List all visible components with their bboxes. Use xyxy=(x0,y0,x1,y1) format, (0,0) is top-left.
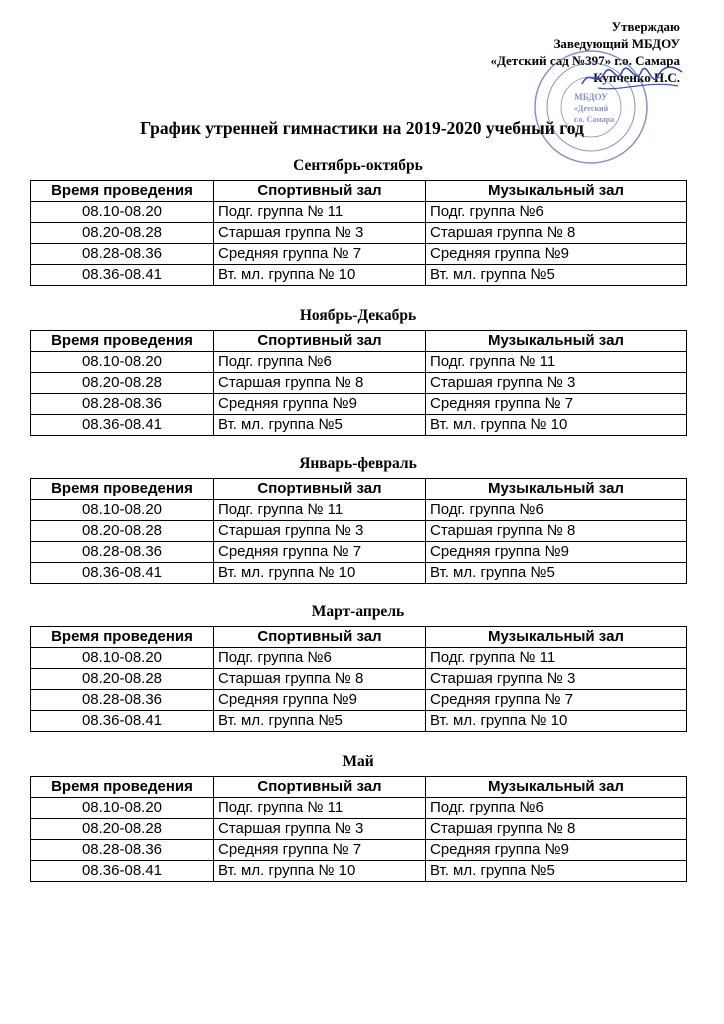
time-cell: 08.10-08.20 xyxy=(31,352,214,373)
sports-hall-cell: Средняя группа №9 xyxy=(214,394,426,415)
sports-hall-cell: Старшая группа № 3 xyxy=(214,521,426,542)
stamp-text-mid: «Детский xyxy=(573,104,609,113)
approval-line-3: «Детский сад №397» г.о. Самара xyxy=(490,53,680,68)
section-title: Январь-февраль xyxy=(299,455,417,472)
schedule-section xyxy=(30,598,686,732)
sports-hall-cell: Старшая группа № 3 xyxy=(214,819,426,840)
sports-hall-cell: Средняя группа № 7 xyxy=(214,244,426,265)
sports-hall-cell: Подг. группа №6 xyxy=(214,648,426,669)
music-hall-cell: Вт. мл. группа №5 xyxy=(426,563,687,584)
column-header: Спортивный зал xyxy=(214,627,426,648)
music-hall-cell: Средняя группа №9 xyxy=(426,244,687,265)
table-header-row xyxy=(31,331,687,352)
music-hall-cell: Средняя группа №9 xyxy=(426,542,687,563)
page-title: График утренней гимнастики на 2019-2020 учебный год xyxy=(140,118,584,138)
sports-hall-cell: Вт. мл. группа №5 xyxy=(214,415,426,436)
table-row xyxy=(31,798,687,819)
table-row xyxy=(31,265,687,286)
section-title: Сентябрь-октябрь xyxy=(293,157,423,174)
table-row xyxy=(31,711,687,732)
table-row xyxy=(31,415,687,436)
music-hall-cell: Вт. мл. группа № 10 xyxy=(426,415,687,436)
schedule-table xyxy=(30,330,687,436)
music-hall-cell: Подг. группа №6 xyxy=(426,798,687,819)
time-cell: 08.10-08.20 xyxy=(31,202,214,223)
schedule-section xyxy=(30,152,686,286)
sports-hall-cell: Подг. группа № 11 xyxy=(214,500,426,521)
table-row xyxy=(31,690,687,711)
time-cell: 08.36-08.41 xyxy=(31,711,214,732)
table-row xyxy=(31,669,687,690)
time-cell: 08.36-08.41 xyxy=(31,861,214,882)
column-header: Музыкальный зал xyxy=(426,627,687,648)
time-cell: 08.28-08.36 xyxy=(31,840,214,861)
column-header: Музыкальный зал xyxy=(426,777,687,798)
column-header: Время проведения xyxy=(31,627,214,648)
music-hall-cell: Вт. мл. группа № 10 xyxy=(426,711,687,732)
approval-block xyxy=(420,18,680,86)
section-title: Март-апрель xyxy=(311,603,405,620)
column-header: Спортивный зал xyxy=(214,331,426,352)
table-row xyxy=(31,244,687,265)
time-cell: 08.36-08.41 xyxy=(31,265,214,286)
sports-hall-cell: Старшая группа № 8 xyxy=(214,373,426,394)
table-row xyxy=(31,542,687,563)
table-header-row xyxy=(31,181,687,202)
music-hall-cell: Вт. мл. группа №5 xyxy=(426,265,687,286)
sports-hall-cell: Вт. мл. группа № 10 xyxy=(214,563,426,584)
music-hall-cell: Средняя группа № 7 xyxy=(426,394,687,415)
music-hall-cell: Подг. группа № 11 xyxy=(426,648,687,669)
column-header: Музыкальный зал xyxy=(426,479,687,500)
column-header: Спортивный зал xyxy=(214,181,426,202)
sports-hall-cell: Средняя группа №9 xyxy=(214,690,426,711)
table-row xyxy=(31,352,687,373)
stamp-text-bottom: г.о. Самара xyxy=(573,115,615,124)
table-header-row xyxy=(31,627,687,648)
sports-hall-cell: Средняя группа № 7 xyxy=(214,840,426,861)
sports-hall-cell: Вт. мл. группа № 10 xyxy=(214,861,426,882)
music-hall-cell: Вт. мл. группа №5 xyxy=(426,861,687,882)
table-row xyxy=(31,840,687,861)
column-header: Музыкальный зал xyxy=(426,331,687,352)
table-row xyxy=(31,500,687,521)
column-header: Спортивный зал xyxy=(214,479,426,500)
time-cell: 08.28-08.36 xyxy=(31,394,214,415)
time-cell: 08.20-08.28 xyxy=(31,819,214,840)
column-header: Время проведения xyxy=(31,331,214,352)
music-hall-cell: Подг. группа № 11 xyxy=(426,352,687,373)
schedule-table xyxy=(30,776,687,882)
time-cell: 08.36-08.41 xyxy=(31,563,214,584)
table-row xyxy=(31,648,687,669)
table-row xyxy=(31,819,687,840)
time-cell: 08.28-08.36 xyxy=(31,690,214,711)
approval-line-2: Заведующий МБДОУ xyxy=(553,36,680,51)
sports-hall-cell: Подг. группа № 11 xyxy=(214,202,426,223)
section-title: Ноябрь-Декабрь xyxy=(299,307,417,324)
time-cell: 08.20-08.28 xyxy=(31,223,214,244)
column-header: Время проведения xyxy=(31,181,214,202)
sports-hall-cell: Вт. мл. группа № 10 xyxy=(214,265,426,286)
music-hall-cell: Старшая группа № 3 xyxy=(426,669,687,690)
schedule-section xyxy=(30,748,686,882)
table-header-row xyxy=(31,777,687,798)
time-cell: 08.10-08.20 xyxy=(31,500,214,521)
table-row xyxy=(31,373,687,394)
column-header: Спортивный зал xyxy=(214,777,426,798)
approval-line-1: Утверждаю xyxy=(611,19,680,34)
table-row xyxy=(31,861,687,882)
sports-hall-cell: Старшая группа № 8 xyxy=(214,669,426,690)
time-cell: 08.28-08.36 xyxy=(31,542,214,563)
music-hall-cell: Старшая группа № 8 xyxy=(426,521,687,542)
schedule-section xyxy=(30,450,686,584)
column-header: Время проведения xyxy=(31,479,214,500)
table-row xyxy=(31,394,687,415)
table-row xyxy=(31,202,687,223)
schedule-table xyxy=(30,180,687,286)
music-hall-cell: Средняя группа № 7 xyxy=(426,690,687,711)
sports-hall-cell: Вт. мл. группа №5 xyxy=(214,711,426,732)
column-header: Музыкальный зал xyxy=(426,181,687,202)
time-cell: 08.10-08.20 xyxy=(31,648,214,669)
sports-hall-cell: Средняя группа № 7 xyxy=(214,542,426,563)
sports-hall-cell: Подг. группа № 11 xyxy=(214,798,426,819)
approval-line-4: Купченко Н.С. xyxy=(593,70,680,85)
time-cell: 08.20-08.28 xyxy=(31,373,214,394)
music-hall-cell: Старшая группа № 8 xyxy=(426,819,687,840)
table-row xyxy=(31,223,687,244)
schedule-section xyxy=(30,302,686,436)
music-hall-cell: Подг. группа №6 xyxy=(426,500,687,521)
music-hall-cell: Средняя группа №9 xyxy=(426,840,687,861)
sports-hall-cell: Старшая группа № 3 xyxy=(214,223,426,244)
time-cell: 08.20-08.28 xyxy=(31,521,214,542)
sports-hall-cell: Подг. группа №6 xyxy=(214,352,426,373)
time-cell: 08.28-08.36 xyxy=(31,244,214,265)
table-header-row xyxy=(31,479,687,500)
section-title: Май xyxy=(342,753,374,770)
music-hall-cell: Старшая группа № 8 xyxy=(426,223,687,244)
table-row xyxy=(31,563,687,584)
table-row xyxy=(31,521,687,542)
music-hall-cell: Старшая группа № 3 xyxy=(426,373,687,394)
column-header: Время проведения xyxy=(31,777,214,798)
schedule-table xyxy=(30,626,687,732)
music-hall-cell: Подг. группа №6 xyxy=(426,202,687,223)
time-cell: 08.20-08.28 xyxy=(31,669,214,690)
stamp-text-center: МБДОУ xyxy=(574,92,608,102)
schedule-table xyxy=(30,478,687,584)
time-cell: 08.10-08.20 xyxy=(31,798,214,819)
time-cell: 08.36-08.41 xyxy=(31,415,214,436)
